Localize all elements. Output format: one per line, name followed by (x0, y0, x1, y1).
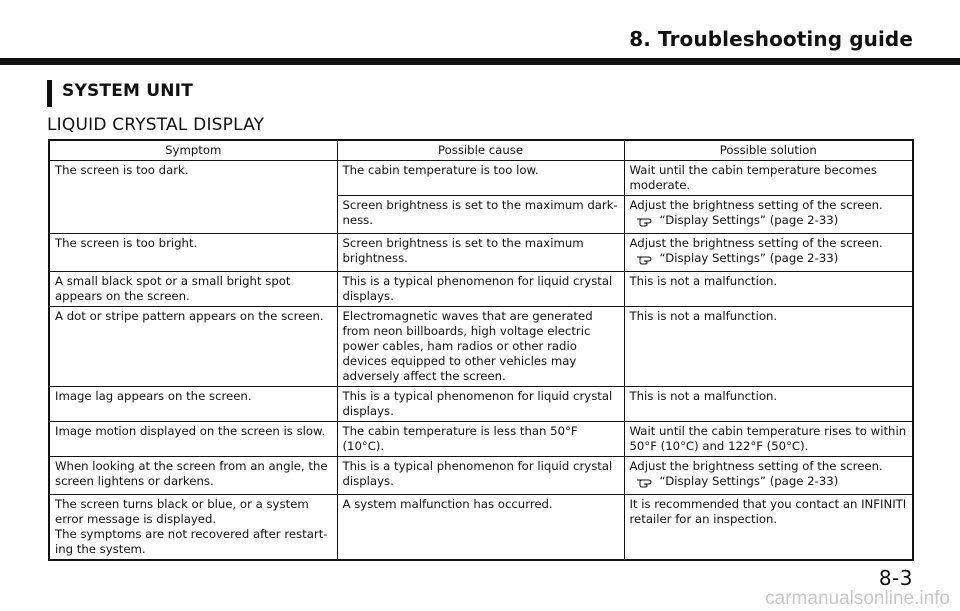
solution-text: Adjust the brightness setting of the screen. (629, 198, 883, 212)
section-marker-bar (47, 80, 52, 107)
table-row (49, 307, 913, 387)
cause-cell: This is a typical phenomenon for liquid crystal displays. (337, 387, 624, 422)
symptom-cell: The screen is too dark. (49, 161, 337, 234)
section-title: SYSTEM UNIT (62, 81, 193, 101)
symptom-cell: When looking at the screen from an angle, the screen lightens or darkens. (49, 457, 337, 495)
pointing-hand-icon (636, 213, 656, 231)
symptom-cell: A dot or stripe pattern appears on the screen. (49, 307, 337, 387)
solution-cell: Wait until the cabin temperature becomes moderate. (624, 161, 913, 196)
cause-cell: The cabin temperature is less than 50°F (10°C). (337, 422, 624, 457)
cross-reference[interactable] (630, 251, 909, 269)
subsection-title: LIQUID CRYSTAL DISPLAY (47, 115, 265, 135)
pointing-hand-icon (636, 474, 656, 492)
cross-reference[interactable] (630, 213, 909, 231)
symptom-cell: A small black spot or a small bright spot appears on the screen. (49, 272, 337, 307)
symptom-extra-text: The symptoms are not recovered after restart-ing the system. (55, 527, 328, 556)
cause-cell: Screen brightness is set to the maximum brightness. (337, 234, 624, 272)
cause-cell: A system malfunction has occurred. (337, 495, 624, 561)
solution-cell (624, 457, 913, 495)
table-row (49, 422, 913, 457)
solution-cell (624, 196, 913, 234)
cause-cell: Electromagnetic waves that are generated from neon billboards, high voltage electric power cables, ham radios or other radio devices equipped to other vehicles may adversely affect the screen. (337, 307, 624, 387)
pointing-hand-icon (636, 251, 656, 269)
symptom-cell: The screen is too bright. (49, 234, 337, 272)
cross-reference-text: “Display Settings” (page 2-33) (659, 251, 839, 265)
column-header-solution: Possible solution (624, 140, 913, 161)
solution-text: Adjust the brightness setting of the screen. (629, 459, 883, 473)
solution-cell: This is not a malfunction. (624, 387, 913, 422)
table-header-row (49, 140, 913, 161)
header-rule (0, 58, 960, 65)
solution-cell: This is not a malfunction. (624, 272, 913, 307)
solution-cell (624, 234, 913, 272)
table-row (49, 161, 913, 196)
cross-reference-text: “Display Settings” (page 2-33) (659, 474, 839, 488)
solution-text: Adjust the brightness setting of the screen. (629, 236, 883, 250)
table-row (49, 272, 913, 307)
cause-cell: This is a typical phenomenon for liquid crystal displays. (337, 457, 624, 495)
cause-cell: This is a typical phenomenon for liquid crystal displays. (337, 272, 624, 307)
watermark: carmanualsonline.info (765, 588, 950, 609)
column-header-symptom: Symptom (49, 140, 337, 161)
chapter-title: 8. Troubleshooting guide (629, 27, 913, 51)
column-header-cause: Possible cause (337, 140, 624, 161)
troubleshooting-table (48, 139, 914, 561)
table-row (49, 234, 913, 272)
solution-cell: Wait until the cabin temperature rises to within 50°F (10°C) and 122°F (50°C). (624, 422, 913, 457)
solution-cell: It is recommended that you contact an INFINITI retailer for an inspection. (624, 495, 913, 561)
cross-reference-text: “Display Settings” (page 2-33) (659, 213, 839, 227)
table-row (49, 495, 913, 561)
symptom-cell: Image lag appears on the screen. (49, 387, 337, 422)
symptom-cell: Image motion displayed on the screen is slow. (49, 422, 337, 457)
solution-cell: This is not a malfunction. (624, 307, 913, 387)
symptom-text: The screen turns black or blue, or a system error message is displayed. (55, 497, 309, 526)
cross-reference[interactable] (630, 474, 909, 492)
page-number: 8-3 (878, 566, 913, 590)
table-row (49, 387, 913, 422)
cause-cell: The cabin temperature is too low. (337, 161, 624, 196)
table-row (49, 457, 913, 495)
cause-cell: Screen brightness is set to the maximum dark-ness. (337, 196, 624, 234)
symptom-cell (49, 495, 337, 561)
